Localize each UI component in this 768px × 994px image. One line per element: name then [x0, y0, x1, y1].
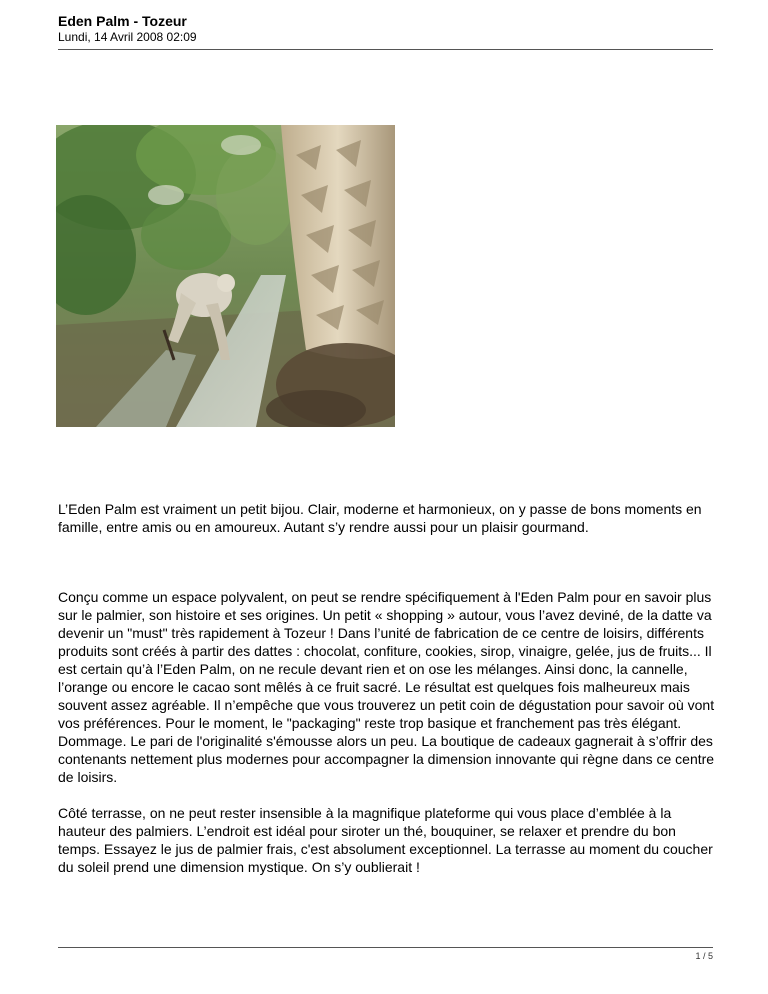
oasis-photo [56, 125, 395, 427]
header-divider [58, 49, 713, 50]
page-number: 1 / 5 [695, 951, 713, 961]
article-paragraph: Conçu comme un espace polyvalent, on peut se rendre spécifiquement à l'Eden Palm pour en savoir plus sur le palmier, son histoire et ses origines. Un petit « shopping » autour, vous l’avez deviné, de la datte va devenir un "must" très rapidement à Tozeur ! Dans l’unité de fabrication de ce centre de loisirs, différents produits sont créés à partir des dattes : chocolat, confiture, cookies, sirop, vinaigre, gelée, jus de fruits... Il est certain qu’à l’Eden Palm, on ne recule devant rien et on ose les mélanges. Ainsi donc, la cannelle, l’orange ou encore le cacao sont mêlés à ce fruit sacré. Le résultat est quelques fois malheureux mais souvent assez agréable. Il n’empêche que vous trouverez un petit coin de dégustation pour savoir où vont vos préférences. Pour le moment, le "packaging" reste trop basique et franchement pas très élégant. Dommage. Le pari de l'originalité s'émousse alors un peu. La boutique de cadeaux gagnerait à s’offrir des contenants nettement plus modernes pour accompagner la dimension innovante qui règne dans ce centre de loisirs. [58, 589, 715, 785]
oasis-photo-graphic [56, 125, 395, 427]
document-title: Eden Palm - Tozeur [58, 13, 187, 29]
document-date: Lundi, 14 Avril 2008 02:09 [58, 30, 197, 44]
document-header [58, 13, 713, 45]
footer-divider [58, 947, 713, 948]
article-body [58, 500, 718, 876]
article-paragraph: L’Eden Palm est vraiment un petit bijou. Clair, moderne et harmonieux, on y passe de bons moments en famille, entre amis ou en amoureux. Autant s’y rendre aussi pour un plaisir gourmand. [58, 501, 702, 535]
article-paragraph: Côté terrasse, on ne peut rester insensible à la magnifique plateforme qui vous place d’emblée à la hauteur des palmiers. L’endroit est idéal pour siroter un thé, bouquiner, se relaxer et prendre du bon temps. Essayez le jus de palmier frais, c'est absolument exceptionnel. La terrasse au moment du coucher du soleil prend une dimension mystique. On s’y oublierait ! [58, 805, 713, 875]
